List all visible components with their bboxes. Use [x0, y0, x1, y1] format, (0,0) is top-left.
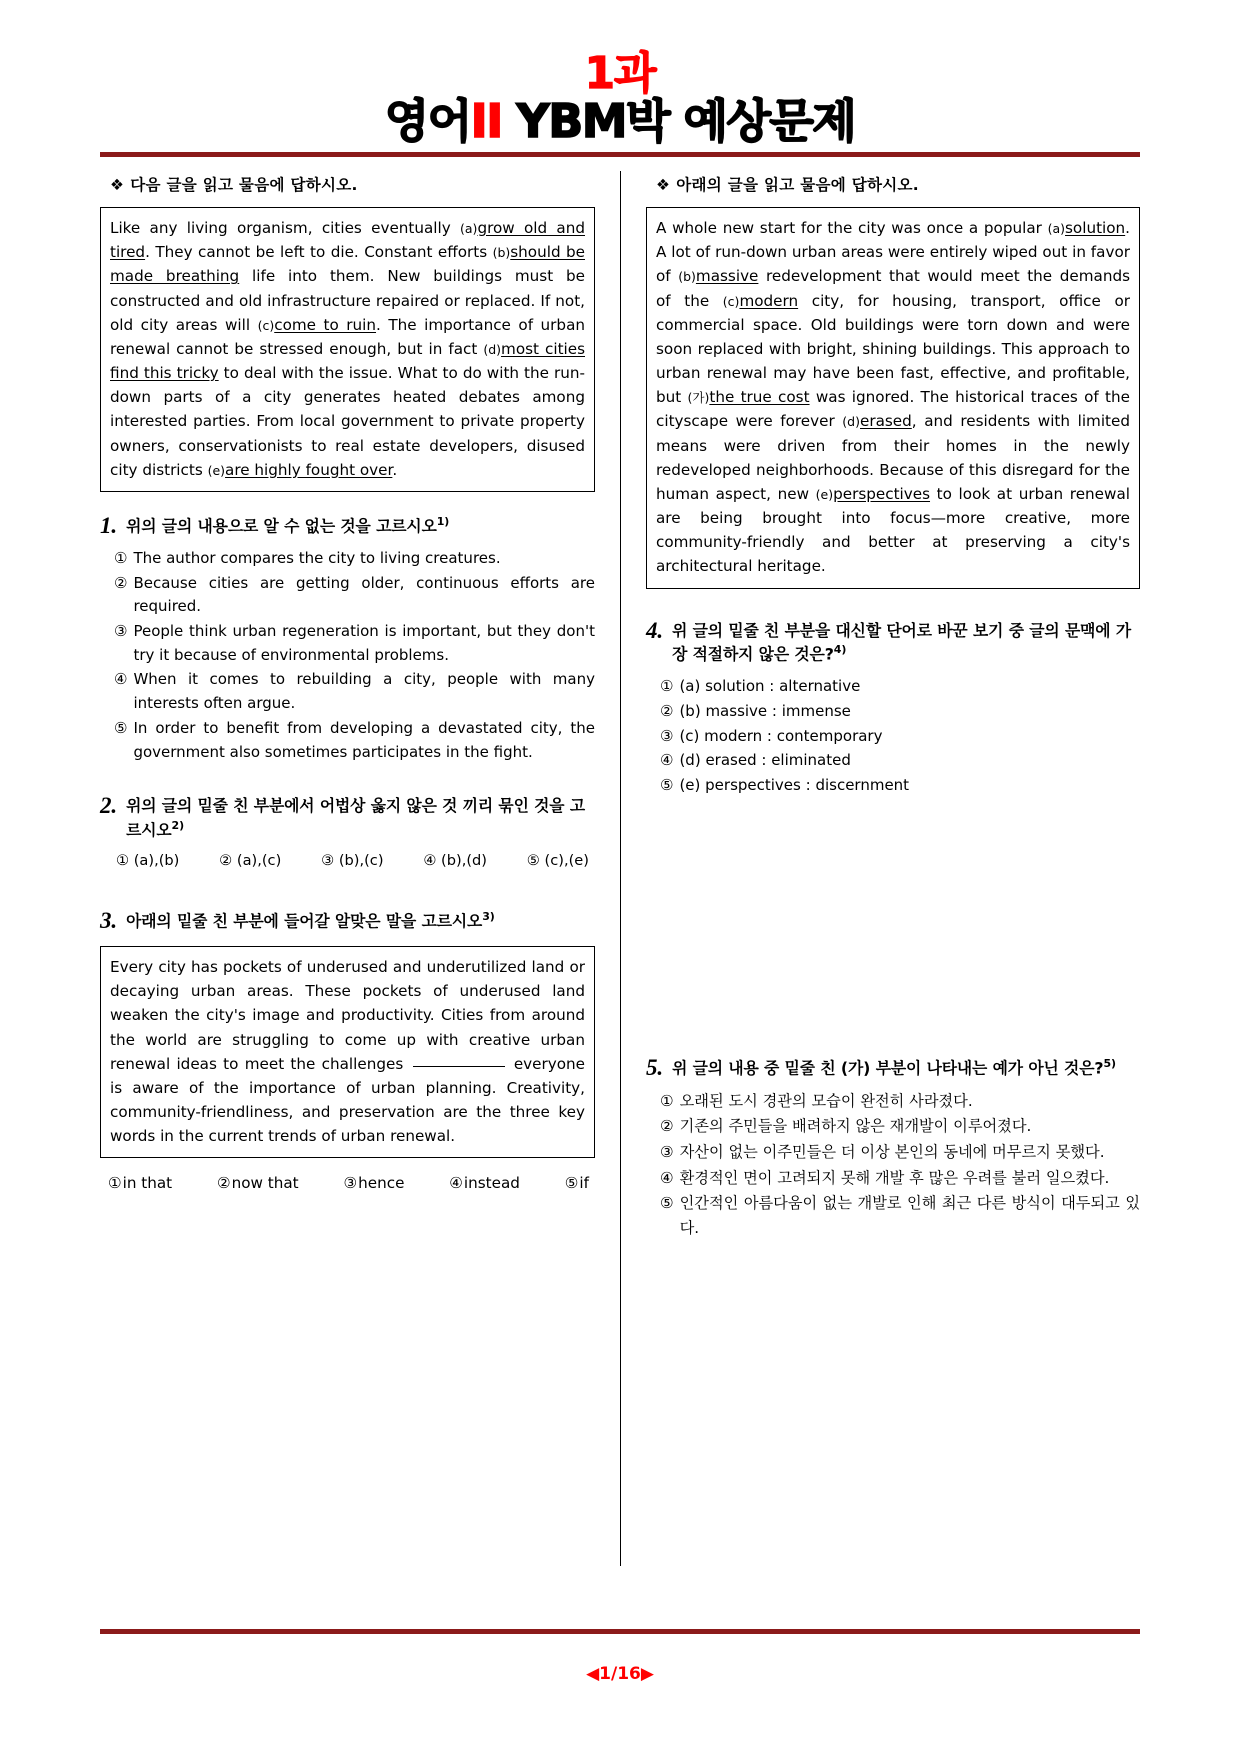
p1-seg1: Like any living organism, cities eventually — [110, 219, 461, 237]
question-4-head — [646, 619, 1140, 667]
choice-text: When it comes to rebuilding a city, people with many interests often argue. — [133, 670, 595, 713]
choice-item[interactable] — [321, 852, 383, 869]
question-3-prompt: 아래의 밑줄 친 부분에 들어갈 알맞은 말을 고르시오 — [126, 911, 483, 931]
title-suffix: YBM박 예상문제 — [501, 94, 856, 148]
left-column — [100, 171, 620, 1566]
choice-text: (a),(b) — [133, 851, 180, 869]
choice-text: The author compares the city to living creatures. — [133, 549, 501, 568]
choice-text: (c),(e) — [544, 851, 589, 869]
p1-seg5: to deal with the issue. What to do with the run-down parts of a city generates heated debates among interested parties. From local government to private property owners, conservationists to real estate developers, disused city districts — [110, 364, 585, 479]
choice-marker: ⑤ — [660, 1194, 674, 1213]
question-2-head — [100, 794, 595, 842]
p2-seg6: , and residents with limited means were driven from their homes in the newly redeveloped neighborhoods. Because of this disregard for the human aspect, new — [656, 412, 1130, 503]
choice-marker: ③ — [660, 726, 674, 745]
choice-text: In order to benefit from developing a devastated city, the government also sometimes participates in the fight. — [133, 718, 595, 761]
question-5-number: 5. — [646, 1054, 664, 1080]
choice-marker: ① — [660, 1091, 674, 1110]
right-directive-text: 아래의 글을 읽고 물음에 답하시오. — [676, 176, 919, 194]
p2-label-d: (d) — [842, 414, 860, 430]
page-footer: ◀1/16▶ — [586, 1664, 654, 1684]
choice-item[interactable] — [219, 852, 281, 869]
choice-item[interactable] — [114, 572, 595, 619]
p2-seg3: redevelopment that would meet the demands of the — [656, 267, 1130, 310]
question-5-choices — [646, 1089, 1140, 1241]
question-3 — [100, 909, 595, 1193]
choice-marker: ③ — [660, 1143, 674, 1162]
footer-divider — [100, 1629, 1140, 1634]
question-3-choices — [100, 1174, 595, 1192]
p2-underline-d: erased — [860, 412, 912, 431]
p2-label-e: (e) — [815, 486, 834, 502]
diamond-bullet-icon: ❖ — [110, 176, 125, 194]
question-3-footnote: 3) — [482, 909, 495, 923]
p2-label-a: (a) — [1047, 221, 1066, 236]
question-1 — [100, 514, 595, 764]
choice-item[interactable] — [344, 1174, 405, 1192]
question-2 — [100, 794, 595, 869]
choice-item[interactable] — [660, 1166, 1140, 1191]
left-directive-text: 다음 글을 읽고 물음에 답하시오. — [130, 176, 358, 194]
choice-marker: ⑤ — [660, 775, 674, 794]
p2-underline-c: modern — [739, 291, 799, 310]
choice-item[interactable] — [660, 1114, 1140, 1139]
p1-label-a: (a) — [460, 221, 478, 236]
p1-seg2: . They cannot be left to die. Constant efforts — [145, 243, 493, 262]
choice-text: (a),(c) — [236, 851, 282, 869]
choice-text: 인간적인 아름다움이 없는 개발로 인해 최근 다른 방식이 대두되고 있다. — [679, 1194, 1140, 1237]
choice-item[interactable] — [116, 852, 179, 869]
choice-item[interactable] — [660, 1191, 1140, 1240]
question-3-head — [100, 909, 595, 933]
p3-seg2: everyone is aware of the importance of urban planning. Creativity, community-friendliness, and preservation are the three key words in the current trends of urban renewal. — [110, 1054, 585, 1146]
p3-seg1: Every city has pockets of underused and underutilized land or decaying urban areas. These pockets of underused land weaken the city's image and productivity. Cities from around the world are struggling to come up with creative urban renewal ideas to meet the challenges — [110, 958, 585, 1073]
choice-item[interactable] — [527, 852, 589, 869]
choice-marker: ① — [108, 1174, 122, 1193]
choice-text: (a) solution : alternative — [679, 677, 861, 696]
choice-marker: ② — [219, 851, 233, 869]
p2-underline-a: solution — [1065, 219, 1126, 237]
choice-item[interactable] — [108, 1174, 172, 1192]
question-1-choices — [100, 547, 595, 764]
question-4-prompt: 위 글의 밑줄 친 부분을 대신할 단어로 바꾼 보기 중 글의 문맥에 가장 적절하지 않은 것은? — [672, 620, 1132, 664]
p2-underline-b: massive — [695, 267, 759, 286]
p2-seg2: . A lot of run-down urban areas were entirely wiped out in favor of — [656, 219, 1130, 286]
choice-marker: ④ — [660, 1168, 674, 1187]
right-column — [620, 171, 1140, 1566]
p1-seg6: . — [392, 460, 398, 479]
question-5-text — [672, 1056, 1140, 1080]
passage-1 — [100, 207, 595, 492]
question-2-text — [126, 794, 595, 842]
choice-text: 기존의 주민들을 배려하지 않은 재개발이 이루어졌다. — [679, 1117, 1032, 1136]
header-divider — [100, 152, 1140, 157]
question-2-number: 2. — [100, 793, 118, 819]
fill-in-blank — [413, 1066, 505, 1067]
choice-marker: ③ — [114, 622, 128, 641]
question-2-footnote: 2) — [171, 818, 185, 832]
choice-text: 환경적인 면이 고려되지 못해 개발 후 많은 우려를 불러 일으켰다. — [679, 1168, 1110, 1187]
choice-text: hence — [358, 1174, 405, 1193]
p1-underline-e: are highly fought over — [225, 460, 393, 479]
title-prefix: 영어 — [384, 94, 471, 148]
question-4-footnote: 4) — [833, 643, 847, 657]
question-2-prompt: 위의 글의 밑줄 친 부분에서 어법상 옳지 않은 것 끼리 묶인 것을 고르시오 — [126, 796, 586, 840]
choice-marker: ⑤ — [526, 851, 540, 869]
choice-text: instead — [463, 1174, 520, 1193]
choice-marker: ③ — [321, 851, 335, 869]
p2-label-c: (c) — [722, 293, 740, 309]
choice-text: Because cities are getting older, continuous efforts are required. — [133, 573, 595, 616]
question-1-number: 1. — [100, 512, 118, 538]
p1-seg3: life into them. New buildings must be constructed and old infrastructure repaired or replaced. If not, old city areas will — [110, 267, 585, 334]
p1-label-c: (c) — [257, 317, 275, 333]
choice-marker: ④ — [423, 851, 437, 869]
p2-underline-ga: the true cost — [709, 388, 810, 407]
choice-marker: ① — [114, 549, 128, 568]
p2-seg5: was ignored. The historical traces of the cityscape were forever — [656, 388, 1130, 431]
choice-text: now that — [231, 1174, 299, 1193]
choice-text: People think urban regeneration is important, but they don't try it because of environmental problems. — [133, 622, 595, 664]
choice-marker: ② — [660, 1117, 674, 1136]
choice-item[interactable] — [114, 620, 595, 667]
p1-underline-c: come to ruin — [274, 315, 377, 334]
choice-marker: ④ — [660, 751, 674, 770]
choice-item[interactable] — [660, 1140, 1140, 1165]
choice-item[interactable] — [565, 1174, 589, 1192]
choice-marker: ① — [116, 851, 130, 869]
choice-item[interactable] — [660, 725, 1140, 749]
question-2-choices — [100, 852, 595, 869]
choice-marker: ② — [114, 573, 128, 592]
choice-marker: ④ — [114, 670, 128, 689]
p2-seg1: A whole new start for the city was once a popular — [656, 219, 1048, 237]
right-directive — [656, 173, 1140, 195]
choice-item[interactable] — [217, 1174, 299, 1192]
page-title — [100, 48, 1140, 148]
p1-underline-b: should be made breathing — [110, 243, 585, 286]
question-1-footnote: 1) — [436, 514, 450, 528]
p1-underline-a: grow old and tired — [110, 219, 585, 262]
p1-underline-d: most cities find this tricky — [110, 339, 585, 383]
question-5-prompt: 위 글의 내용 중 밑줄 친 (가) 부분이 나타내는 예가 아닌 것은? — [672, 1057, 1104, 1077]
choice-item[interactable] — [660, 675, 1140, 699]
p2-label-b: (b) — [678, 269, 696, 285]
choice-text: 오래된 도시 경관의 모습이 완전히 사라졌다. — [679, 1091, 973, 1110]
p1-label-b: (b) — [492, 245, 511, 261]
choice-item[interactable] — [423, 852, 487, 869]
question-3-text — [126, 909, 595, 933]
p1-seg4: . The importance of urban renewal cannot be stressed enough, but in fact — [110, 315, 585, 358]
choice-item[interactable] — [114, 717, 595, 764]
p2-seg4: city, for housing, transport, office or commercial space. Old buildings were torn down and were soon replaced with bright, shining buildings. This approach to urban renewal may have been fast, effective, and profitable, but — [656, 291, 1131, 407]
choice-marker: ④ — [449, 1174, 463, 1193]
choice-marker: ⑤ — [564, 1174, 579, 1193]
two-column-body — [100, 171, 1140, 1566]
choice-text: in that — [122, 1174, 173, 1193]
choice-marker: ⑤ — [114, 718, 128, 737]
question-1-text — [126, 514, 595, 538]
choice-marker: ① — [660, 677, 674, 696]
choice-text: 자산이 없는 이주민들은 더 이상 본인의 동네에 머무르지 못했다. — [679, 1143, 1105, 1162]
passage-3 — [100, 946, 595, 1158]
choice-text: (b),(c) — [338, 851, 384, 869]
question-3-number: 3. — [100, 907, 118, 933]
choice-item[interactable] — [660, 774, 1140, 798]
question-5-footnote: 5) — [1103, 1056, 1116, 1070]
choice-item[interactable] — [660, 1089, 1140, 1114]
p2-seg7: to look at urban renewal are being brought into focus—more creative, more community-friendly and better at preserving a city's architectural heritage. — [656, 484, 1130, 576]
choice-item[interactable] — [114, 668, 595, 715]
choice-text: (b) massive : immense — [679, 701, 851, 720]
choice-item[interactable] — [660, 749, 1140, 773]
lesson-number: 1과 — [584, 48, 656, 99]
left-directive — [110, 173, 595, 195]
choice-text: (e) perspectives : discernment — [679, 775, 910, 794]
question-4-text — [672, 619, 1140, 667]
choice-item[interactable] — [114, 547, 595, 571]
choice-item[interactable] — [660, 700, 1140, 724]
choice-marker: ③ — [343, 1174, 358, 1193]
choice-item[interactable] — [449, 1174, 520, 1192]
question-1-head — [100, 514, 595, 538]
choice-marker: ② — [217, 1174, 231, 1193]
choice-text: (c) modern : contemporary — [679, 726, 883, 745]
question-4-choices — [646, 675, 1140, 797]
question-1-prompt: 위의 글의 내용으로 알 수 없는 것을 고르시오 — [126, 516, 437, 536]
p1-label-e: (e) — [207, 462, 226, 478]
choice-marker: ② — [660, 701, 674, 720]
question-4 — [646, 619, 1140, 798]
passage-2 — [646, 207, 1140, 589]
p1-label-d: (d) — [483, 341, 502, 357]
question-5-head — [646, 1056, 1140, 1080]
choice-text: (b),(d) — [441, 851, 487, 869]
choice-text: if — [579, 1174, 589, 1193]
p2-underline-e: perspectives — [833, 484, 931, 503]
title-red-numeral: II — [470, 94, 502, 148]
question-4-number: 4. — [646, 617, 664, 643]
choice-text: (d) erased : eliminated — [679, 751, 851, 770]
question-5 — [646, 1056, 1140, 1241]
title-main — [100, 94, 1140, 148]
p2-label-ga: (가) — [687, 390, 710, 406]
diamond-bullet-icon: ❖ — [656, 176, 671, 194]
